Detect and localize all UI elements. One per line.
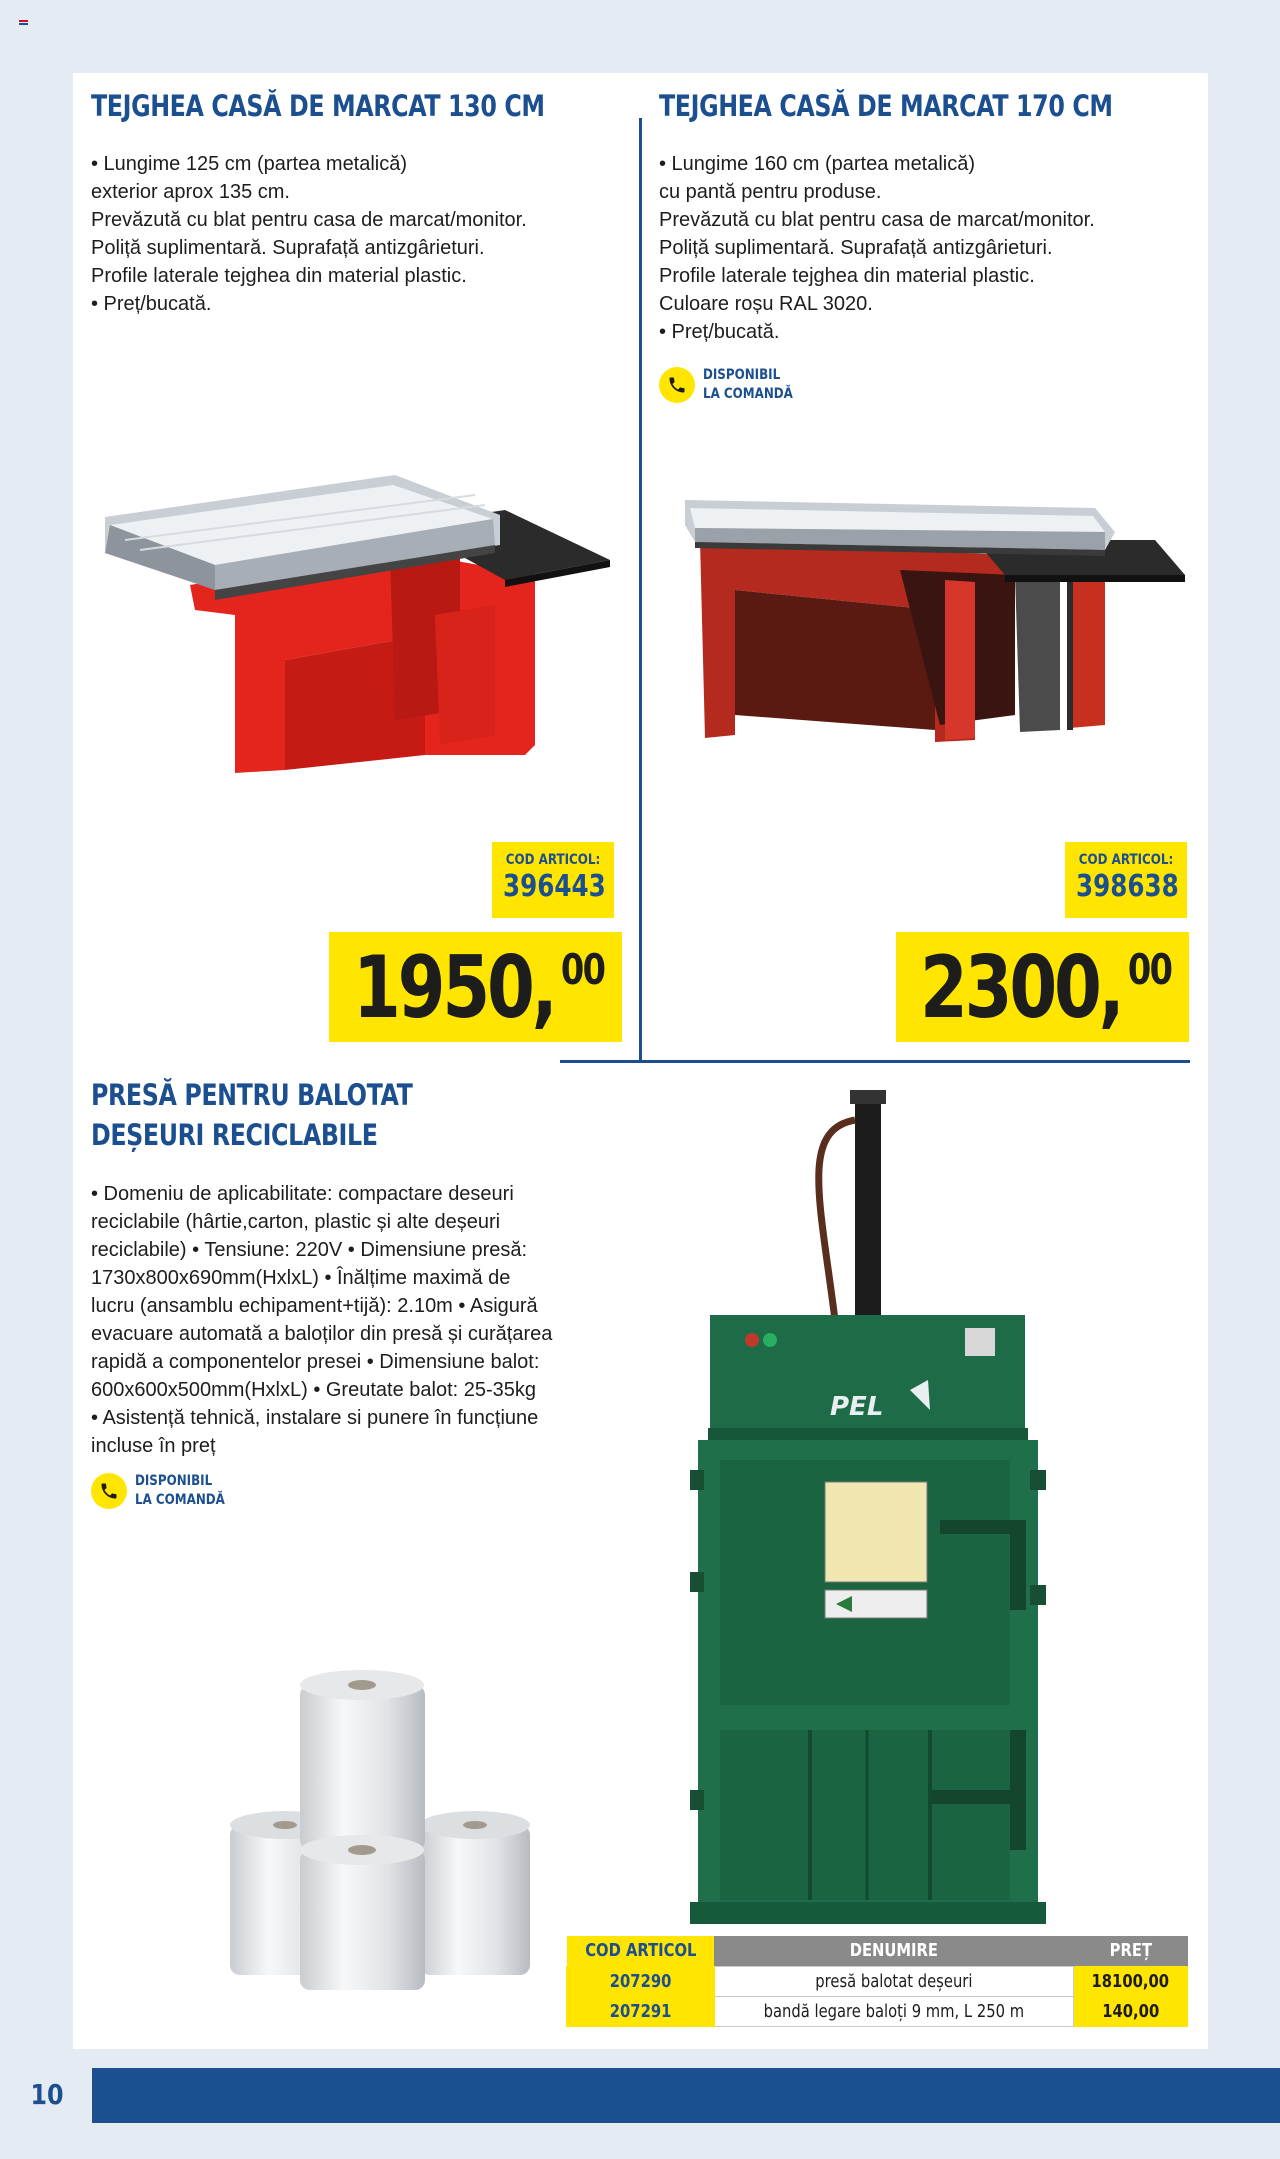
table-header-row	[567, 1936, 1188, 1966]
table-cell-price: 140,00	[1074, 1996, 1188, 2026]
price-decimal: 00	[1127, 945, 1171, 994]
press-brand-logo: PEL	[830, 1392, 884, 1422]
table-cell-name: presă balotat deșeuri	[714, 1966, 1073, 1996]
product-description: • Lungime 125 cm (partea metalică) exterior aprox 135 cm. Prevăzută cu blat pentru casa de marcat/monitor. Poliță suplimentară. Suprafață antizgârieturi. Profile laterale tejghea din material plastic. • Preț/bucată.	[91, 153, 527, 315]
table-cell-code: 207290	[567, 1966, 715, 1996]
product-title: TEJGHEA CASĂ DE MARCAT 170 CM	[659, 89, 1113, 123]
table-header: PREȚ	[1074, 1936, 1188, 1966]
table-header: COD ARTICOL	[567, 1936, 715, 1966]
romania-flag-icon	[19, 20, 28, 27]
price-tag	[329, 932, 622, 1042]
baling-press-image	[680, 1090, 1080, 1925]
footer-bar	[92, 2068, 1280, 2123]
column-divider	[639, 118, 642, 1063]
price-integer: 1950,	[353, 938, 555, 1038]
table-cell-name: bandă legare baloți 9 mm, L 250 m	[714, 1996, 1073, 2026]
availability-badge: DISPONIBIL LA COMANDĂ	[659, 366, 809, 404]
table-row	[567, 1966, 1188, 1996]
price-decimal: 00	[560, 945, 604, 994]
price-table	[566, 1936, 1188, 2027]
table-cell-price: 18100,00	[1074, 1966, 1188, 1996]
article-code-label: COD ARTICOL:	[505, 852, 601, 868]
price-integer: 2300,	[920, 938, 1122, 1038]
article-code: 396443	[502, 869, 606, 904]
checkout-counter-130-image	[95, 455, 615, 785]
product-title: PRESĂ PENTRU BALOTAT DEȘEURI RECICLABILE	[91, 1078, 413, 1152]
article-code: 398638	[1075, 869, 1179, 904]
wrap-rolls-image	[225, 1665, 535, 1995]
section-divider	[560, 1060, 1190, 1063]
product-title: TEJGHEA CASĂ DE MARCAT 130 CM	[91, 89, 545, 123]
page-number: 10	[30, 2078, 64, 2111]
price-tag	[896, 932, 1189, 1042]
product-description: • Lungime 160 cm (partea metalică) cu pantă pentru produse. Prevăzută cu blat pentru casa de marcat/monitor. Poliță suplimentară. Suprafață antizgârieturi. Profile laterale tejghea din material plastic. Culoare roșu RAL 3020. • Preț/bucată.	[659, 153, 1095, 343]
checkout-counter-170-image	[675, 480, 1195, 780]
phone-icon	[91, 1473, 127, 1509]
table-cell-code: 207291	[567, 1996, 715, 2026]
availability-badge: DISPONIBIL LA COMANDĂ	[91, 1472, 241, 1510]
product-description: • Domeniu de aplicabilitate: compactare deseuri reciclabile (hârtie,carton, plastic și alte deșeuri reciclabile) • Tensiune: 220V • Dimensiune presă: 1730x800x690mm(HxlxL) • Înălțime maximă de lucru (ansamblu echipament+tijă): 2.10m • Asigură evacuare automată a baloților din presă și curățarea rapidă a componentelor presei • Dimensiune balot: 600x600x500mm(HxlxL) • Greutate balot: 25-35kg • Asistență tehnică, instalare si punere în funcțiune incluse în preț	[91, 1183, 553, 1457]
table-header: DENUMIRE	[714, 1936, 1073, 1966]
phone-icon	[659, 367, 695, 403]
article-code-box	[1065, 842, 1187, 918]
table-row	[567, 1996, 1188, 2026]
article-code-label: COD ARTICOL:	[1078, 852, 1174, 868]
article-code-box	[492, 842, 614, 918]
